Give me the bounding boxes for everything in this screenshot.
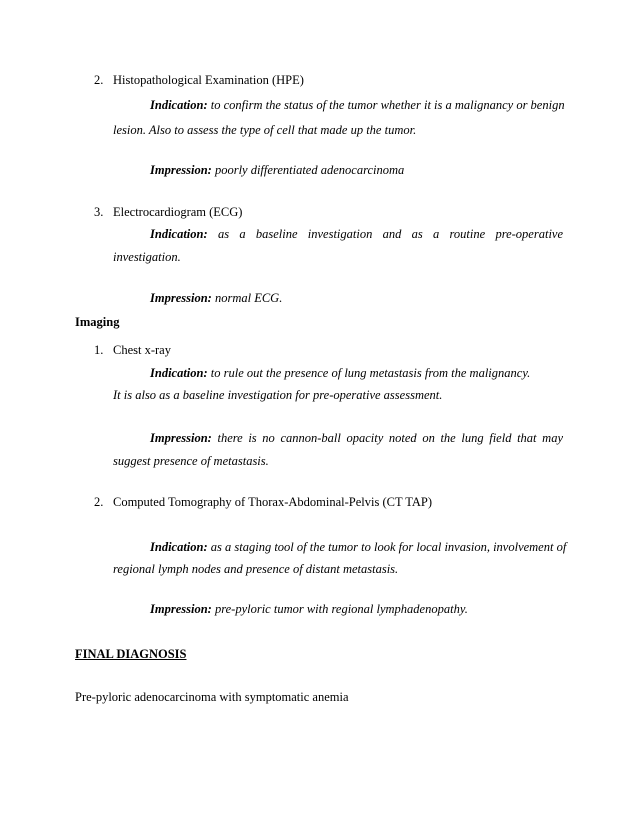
ct-tap-title: Computed Tomography of Thorax-Abdominal-Pelvis (CT TAP) <box>113 495 433 509</box>
chest-xray-impression-label: Impression: <box>150 431 212 445</box>
chest-xray-indication-continuation: It is also as a baseline investigation for pre-operative assessment. <box>113 388 443 402</box>
hpe-indication <box>150 99 565 112</box>
chest-xray-title: Chest x-ray <box>113 343 171 357</box>
ecg-title: Electrocardiogram (ECG) <box>113 205 243 219</box>
final-diagnosis-heading: FINAL DIAGNOSIS <box>75 647 187 661</box>
ecg-impression <box>150 292 282 305</box>
ecg-impression-label: Impression: <box>150 291 212 305</box>
hpe-impression-label: Impression: <box>150 163 212 177</box>
ecg-indication-continuation: investigation. <box>113 250 181 264</box>
ecg-number: 3. <box>94 205 104 219</box>
ecg-indication-text: as a baseline investigation and as a routine pre-operative <box>217 227 564 241</box>
ecg-indication <box>150 228 563 241</box>
ecg-indication-label: Indication: <box>150 227 208 241</box>
imaging-heading: Imaging <box>75 315 120 329</box>
chest-xray-impression-continuation: suggest presence of metastasis. <box>113 454 269 468</box>
hpe-impression-text: poorly differentiated adenocarcinoma <box>214 163 405 177</box>
ct-tap-indication-continuation: regional lymph nodes and presence of distant metastasis. <box>113 562 399 576</box>
hpe-number: 2. <box>94 73 104 87</box>
chest-xray-impression <box>150 432 563 445</box>
chest-xray-indication-text: to rule out the presence of lung metastasis from the malignancy. <box>210 366 531 380</box>
chest-xray-impression-text: there is no cannon-ball opacity noted on the lung field that may <box>217 431 563 445</box>
final-diagnosis-text: Pre-pyloric adenocarcinoma with symptomatic anemia <box>75 690 349 704</box>
ct-tap-impression-label: Impression: <box>150 602 212 616</box>
hpe-indication-text: to confirm the status of the tumor whether it is a malignancy or benign <box>210 98 565 112</box>
chest-xray-indication-label: Indication: <box>150 366 208 380</box>
ecg-impression-text: normal ECG. <box>214 291 283 305</box>
ct-tap-impression <box>150 603 468 616</box>
ct-tap-indication-text: as a staging tool of the tumor to look for local invasion, involvement of <box>210 540 567 554</box>
hpe-impression <box>150 164 404 177</box>
chest-xray-indication <box>150 367 530 380</box>
ct-tap-indication-label: Indication: <box>150 540 208 554</box>
hpe-indication-label: Indication: <box>150 98 208 112</box>
ct-tap-indication <box>150 541 566 554</box>
hpe-title: Histopathological Examination (HPE) <box>113 73 304 87</box>
ct-tap-number: 2. <box>94 495 104 509</box>
ct-tap-impression-text: pre-pyloric tumor with regional lymphadenopathy. <box>214 602 468 616</box>
chest-xray-number: 1. <box>94 343 104 357</box>
hpe-indication-continuation: lesion. Also to assess the type of cell that made up the tumor. <box>113 123 417 137</box>
